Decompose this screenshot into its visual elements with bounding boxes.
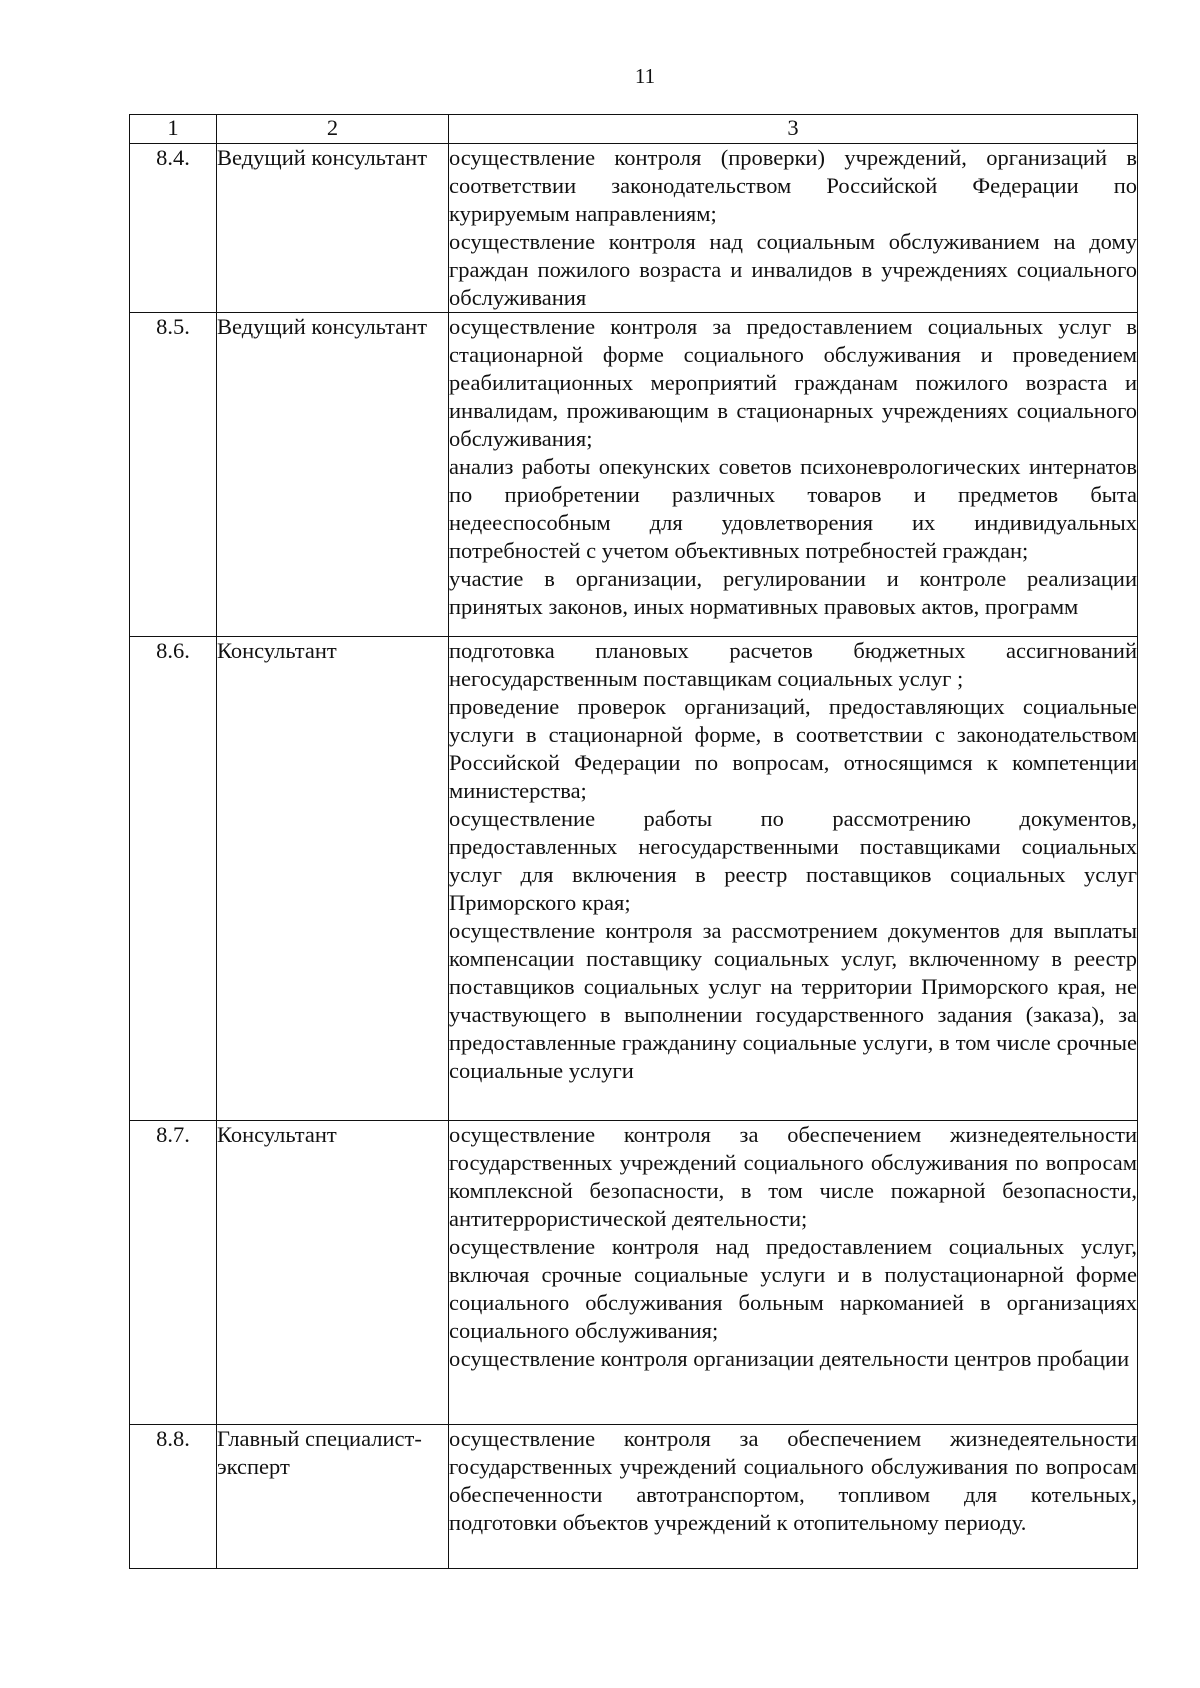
- row-number: 8.4.: [130, 144, 217, 313]
- table-row: [130, 1425, 1138, 1569]
- table-row: [130, 637, 1138, 1121]
- column-header-number: 1: [130, 115, 217, 144]
- position-title: Консультант: [217, 637, 449, 1121]
- table-row: [130, 313, 1138, 637]
- table-row: [130, 144, 1138, 313]
- column-header-position: 2: [217, 115, 449, 144]
- column-header-duties: 3: [449, 115, 1138, 144]
- position-title: Ведущий консультант: [217, 144, 449, 313]
- position-title: Консультант: [217, 1121, 449, 1425]
- position-title: Главный специалист-эксперт: [217, 1425, 449, 1569]
- duty-item: анализ работы опекунских советов психоневрологических интернатов по приобретении различных товаров и предметов быта недееспособным для удовлетворения их индивидуальных потребностей с учетом объективных потребностей граждан;: [449, 454, 1137, 563]
- duties-cell: [449, 637, 1138, 1121]
- duty-item: осуществление контроля за рассмотрением документов для выплаты компенсации поставщику социальных услуг, включенному в реестр поставщиков социальных услуг на территории Приморского края, не участвующего в выполнении государственного задания (заказа), за предоставленные гражданину социальные услуги, в том числе срочные социальные услуги: [449, 918, 1137, 1083]
- duties-cell: [449, 1425, 1138, 1569]
- duty-item: осуществление контроля над социальным обслуживанием на дому граждан пожилого возраста и инвалидов в учреждениях социального обслуживания: [449, 229, 1137, 310]
- row-number: 8.8.: [130, 1425, 217, 1569]
- page-number: 11: [634, 64, 656, 88]
- table-row: [130, 1121, 1138, 1425]
- duty-item: осуществление контроля организации деятельности центров пробации: [449, 1346, 1130, 1371]
- row-number: 8.6.: [130, 637, 217, 1121]
- duty-item: осуществление контроля за предоставлением социальных услуг в стационарной форме социального обслуживания и проведением реабилитационных мероприятий гражданам пожилого возраста и инвалидам, проживающим в стационарных учреждениях социального обслуживания;: [449, 314, 1137, 451]
- duty-item: осуществление контроля за обеспечением жизнедеятельности государственных учреждений социального обслуживания по вопросам обеспеченности автотранспортом, топливом для котельных, подготовки объектов учреждений к отопительному периоду.: [449, 1426, 1137, 1535]
- duties-cell: [449, 313, 1138, 637]
- duty-item: осуществление работы по рассмотрению документов, предоставленных негосударственными поставщиками социальных услуг для включения в реестр поставщиков социальных услуг Приморского края;: [449, 806, 1137, 915]
- row-number: 8.5.: [130, 313, 217, 637]
- duty-item: осуществление контроля за обеспечением жизнедеятельности государственных учреждений социального обслуживания по вопросам комплексной безопасности, в том числе пожарной безопасности, антитеррористической деятельности;: [449, 1122, 1137, 1231]
- duty-item: осуществление контроля (проверки) учреждений, организаций в соответствии законодательством Российской Федерации по курируемым направлениям;: [449, 145, 1137, 226]
- position-title: Ведущий консультант: [217, 313, 449, 637]
- duty-item: проведение проверок организаций, предоставляющих социальные услуги в стационарной форме, в соответствии с законодательством Российской Федерации по вопросам, относящимся к компетенции министерства;: [449, 694, 1137, 803]
- table-header-row: [130, 115, 1138, 144]
- duty-item: осуществление контроля над предоставлением социальных услуг, включая срочные социальные услуги и в полустационарной форме социального обслуживания больным наркоманией в организациях социального обслуживания;: [449, 1234, 1137, 1343]
- duties-cell: [449, 1121, 1138, 1425]
- duty-item: участие в организации, регулировании и контроле реализации принятых законов, иных нормативных правовых актов, программ: [449, 566, 1137, 619]
- duties-table: [129, 114, 1138, 1569]
- duty-item: подготовка плановых расчетов бюджетных ассигнований негосударственным поставщикам социальных услуг ;: [449, 638, 1137, 691]
- duties-cell: [449, 144, 1138, 313]
- row-number: 8.7.: [130, 1121, 217, 1425]
